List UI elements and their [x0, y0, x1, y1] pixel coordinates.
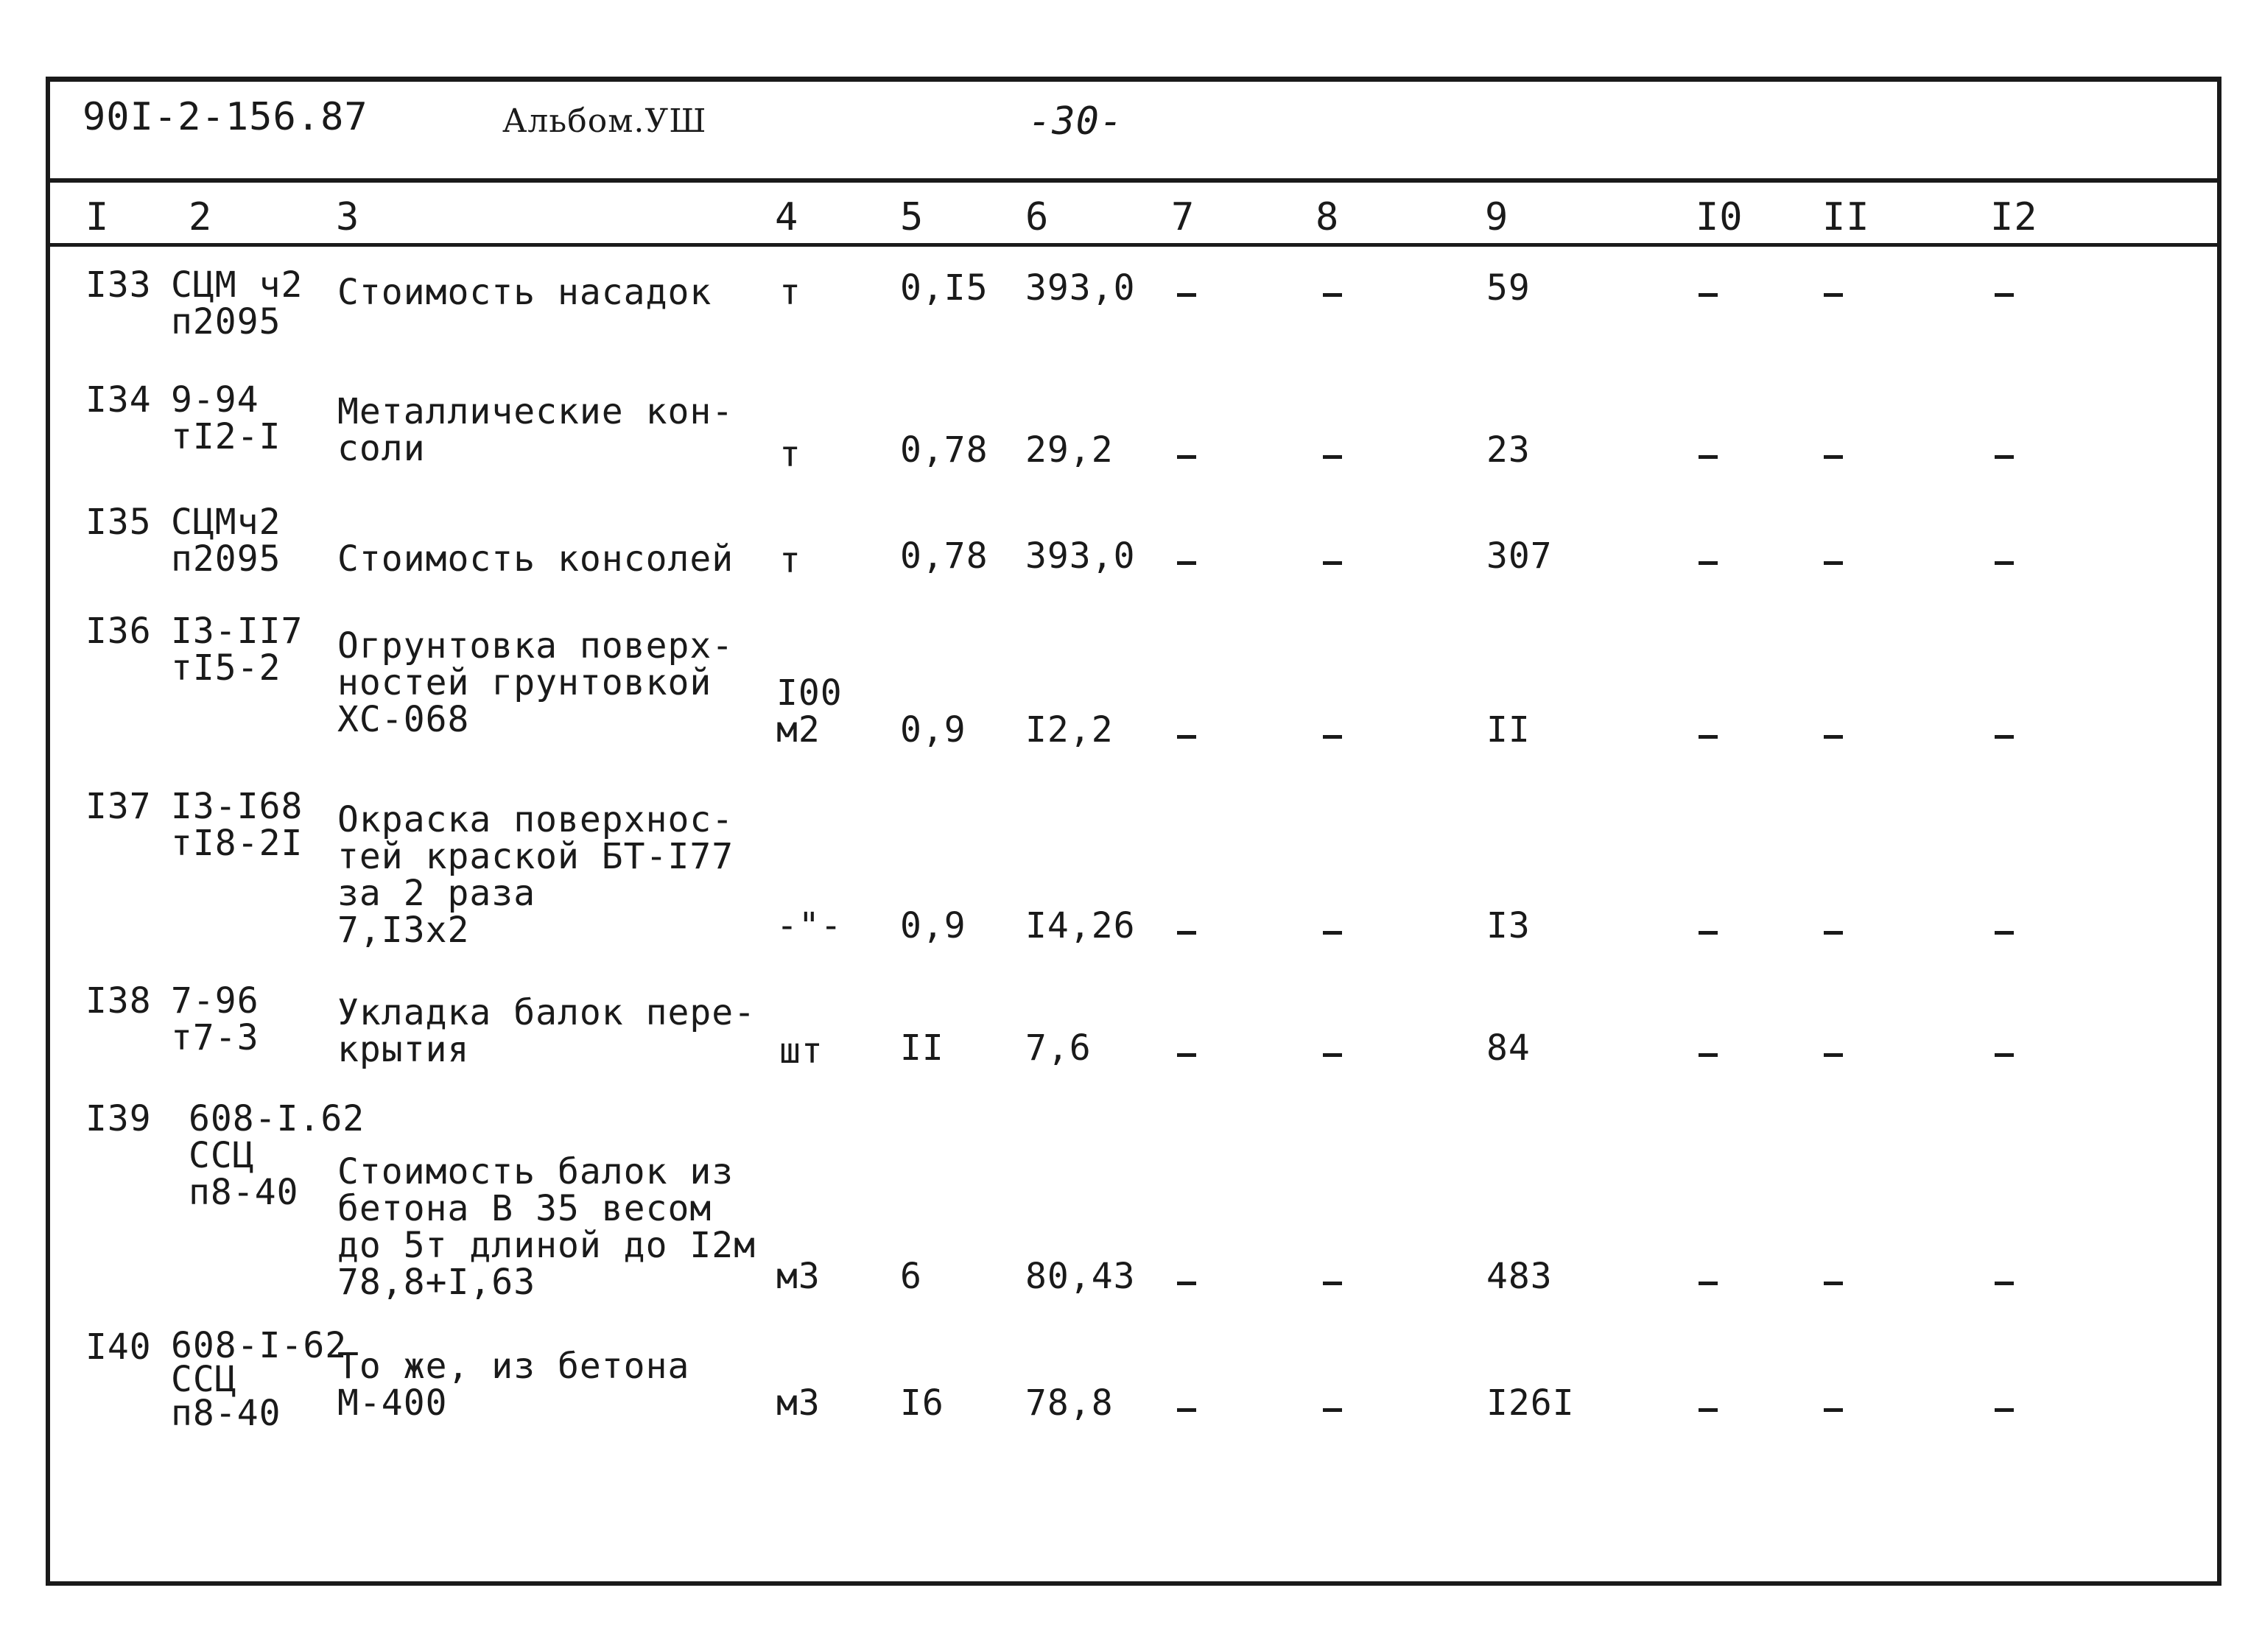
dash-col12 — [1995, 735, 2014, 739]
dash-col10 — [1699, 561, 1718, 565]
dash-col8 — [1323, 1053, 1342, 1057]
dash-col11 — [1824, 1282, 1843, 1285]
unit-price: I4,26 — [1025, 905, 1136, 946]
column-header: 8 — [1316, 195, 1340, 239]
work-description: Стоимость консолей — [337, 538, 734, 580]
dash-col11 — [1824, 293, 1843, 297]
dash-col8 — [1323, 293, 1342, 297]
column-header: II — [1822, 195, 1870, 239]
unit: -"- — [776, 905, 843, 946]
unit: т — [779, 540, 801, 581]
dash-col11 — [1824, 561, 1843, 565]
dash-col10 — [1699, 293, 1718, 297]
dash-col12 — [1995, 931, 2014, 935]
work-description: Окраска поверхнос- тей краской БТ-I77 за 2 раза 7,I3х2 — [337, 799, 734, 951]
dash-col12 — [1995, 455, 2014, 459]
total-cost: 84 — [1486, 1027, 1531, 1069]
quantity: 0,I5 — [900, 267, 988, 309]
row-number: I39 — [85, 1098, 152, 1139]
dash-col10 — [1699, 1408, 1718, 1412]
row-number: I35 — [85, 502, 152, 543]
row-number: I33 — [85, 264, 152, 306]
dash-col11 — [1824, 455, 1843, 459]
norm-reference: I3-I68 тI8-2I — [171, 786, 303, 864]
work-description: Стоимость насадок — [337, 272, 712, 313]
dash-col11 — [1824, 931, 1843, 935]
dash-col10 — [1699, 455, 1718, 459]
dash-col12 — [1995, 293, 2014, 297]
dash-col11 — [1824, 735, 1843, 739]
document-code: 90I-2-156.87 — [82, 95, 368, 139]
dash-col12 — [1995, 1282, 2014, 1285]
total-cost: I26I — [1486, 1382, 1575, 1424]
dash-col7 — [1177, 1053, 1196, 1057]
column-header: 3 — [336, 195, 360, 239]
row-number: I40 — [85, 1326, 152, 1368]
work-description: Металлические кон- соли — [337, 391, 734, 469]
dash-col12 — [1995, 561, 2014, 565]
work-description: Стоимость балок из бетона В 35 весом до 5т длиной до I2м 78,8+I,63 — [337, 1151, 756, 1303]
total-cost: 23 — [1486, 429, 1531, 471]
column-header: 6 — [1025, 195, 1050, 239]
unit: т — [779, 434, 801, 475]
unit: м3 — [776, 1382, 821, 1424]
dash-col11 — [1824, 1408, 1843, 1412]
row-number: I34 — [85, 379, 152, 421]
column-header: 9 — [1485, 195, 1509, 239]
dash-col8 — [1323, 1282, 1342, 1285]
dash-col8 — [1323, 1408, 1342, 1412]
column-header: 5 — [900, 195, 924, 239]
page-number: -30- — [1028, 99, 1124, 144]
column-header: I0 — [1696, 195, 1743, 239]
total-cost: II — [1486, 709, 1531, 751]
dash-col7 — [1177, 561, 1196, 565]
quantity: 0,9 — [900, 905, 966, 946]
quantity: 6 — [900, 1256, 922, 1297]
work-description: То же, из бетона М-400 — [337, 1346, 690, 1424]
dash-col11 — [1824, 1053, 1843, 1057]
dash-col7 — [1177, 1408, 1196, 1412]
unit: м3 — [776, 1256, 821, 1297]
dash-col10 — [1699, 1053, 1718, 1057]
column-header-divider — [46, 243, 2217, 247]
column-header: I — [85, 195, 110, 239]
quantity: I6 — [900, 1382, 944, 1424]
dash-col7 — [1177, 735, 1196, 739]
unit-price: 393,0 — [1025, 535, 1136, 577]
column-header: 2 — [189, 195, 213, 239]
dash-col10 — [1699, 931, 1718, 935]
header-divider — [46, 178, 2217, 183]
dash-col7 — [1177, 931, 1196, 935]
work-description: Укладка балок пере- крытия — [337, 992, 756, 1070]
dash-col12 — [1995, 1053, 2014, 1057]
unit: шт — [779, 1030, 823, 1072]
unit-price: 29,2 — [1025, 429, 1114, 471]
quantity: II — [900, 1027, 944, 1069]
total-cost: I3 — [1486, 905, 1531, 946]
row-number: I36 — [85, 611, 152, 652]
dash-col12 — [1995, 1408, 2014, 1412]
quantity: 0,9 — [900, 709, 966, 751]
norm-reference: 9-94 тI2-I — [171, 379, 281, 457]
column-header: 7 — [1171, 195, 1195, 239]
dash-col10 — [1699, 735, 1718, 739]
total-cost: 483 — [1486, 1256, 1553, 1297]
dash-col8 — [1323, 931, 1342, 935]
column-header: I2 — [1990, 195, 2038, 239]
dash-col8 — [1323, 561, 1342, 565]
dash-col7 — [1177, 1282, 1196, 1285]
norm-reference: I3-II7 тI5-2 — [171, 611, 303, 689]
unit-price: 80,43 — [1025, 1256, 1136, 1297]
dash-col7 — [1177, 293, 1196, 297]
column-header: 4 — [775, 195, 799, 239]
row-number: I37 — [85, 786, 152, 827]
dash-col8 — [1323, 735, 1342, 739]
quantity: 0,78 — [900, 535, 988, 577]
dash-col7 — [1177, 455, 1196, 459]
unit-price: 7,6 — [1025, 1027, 1092, 1069]
album-label: Альбом.УШ — [502, 102, 707, 140]
unit-price: 78,8 — [1025, 1382, 1114, 1424]
unit: I00 м2 — [776, 672, 843, 751]
total-cost: 307 — [1486, 535, 1553, 577]
norm-reference: СЦМч2 п2095 — [171, 502, 281, 580]
unit-price: 393,0 — [1025, 267, 1136, 309]
unit: т — [779, 272, 801, 313]
norm-reference: 608-I.62 ССЦ п8-40 — [189, 1098, 365, 1213]
quantity: 0,78 — [900, 429, 988, 471]
unit-price: I2,2 — [1025, 709, 1114, 751]
norm-reference: 7-96 т7-3 — [171, 980, 259, 1058]
dash-col10 — [1699, 1282, 1718, 1285]
norm-reference: СЦМ ч2 п2095 — [171, 264, 303, 342]
dash-col8 — [1323, 455, 1342, 459]
row-number: I38 — [85, 980, 152, 1022]
work-description: Огрунтовка поверх- ностей грунтовкой ХС-068 — [337, 625, 734, 740]
total-cost: 59 — [1486, 267, 1531, 309]
norm-reference: 608-I-62 ССЦ п8-40 — [171, 1325, 348, 1434]
